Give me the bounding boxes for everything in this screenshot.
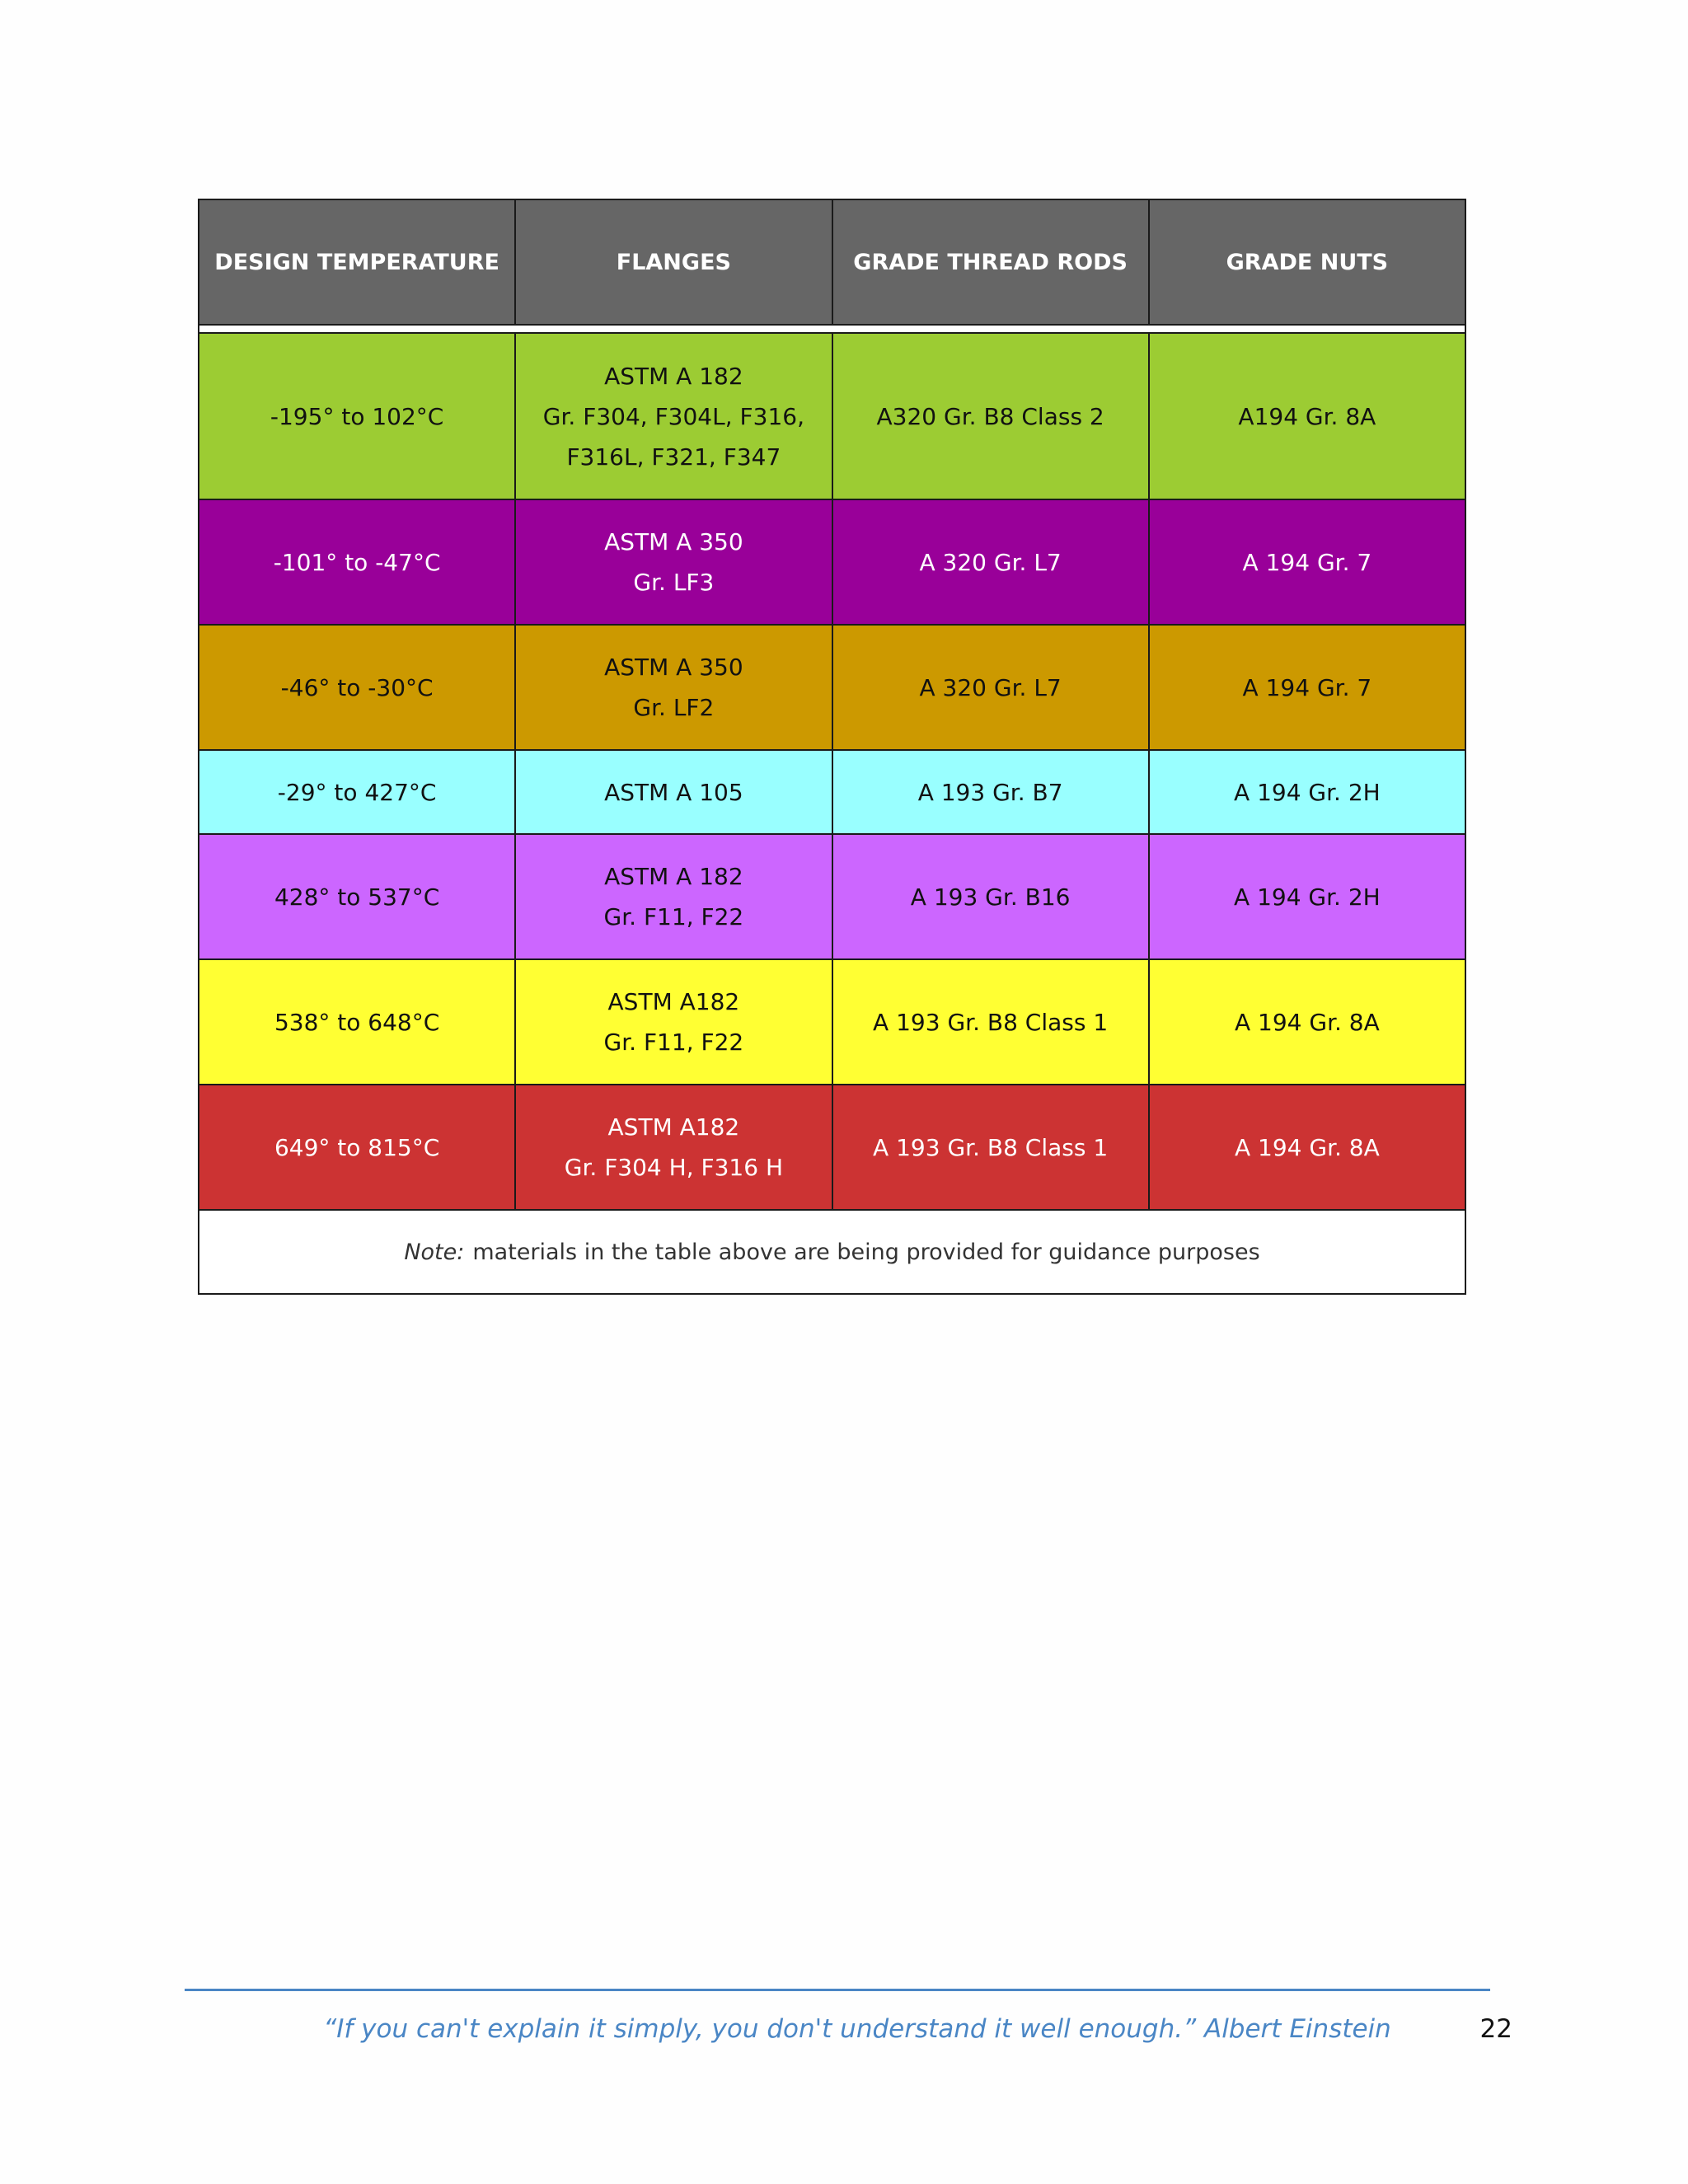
table-note xyxy=(199,1210,1465,1294)
flanges-cell xyxy=(515,499,832,625)
table-row xyxy=(199,625,1465,750)
header-grade-nuts: GRADE NUTS xyxy=(1149,199,1465,325)
table-row xyxy=(199,1085,1465,1210)
flange-spec-line: Gr. F304, F304L, F316, xyxy=(542,402,804,430)
footer-rule xyxy=(185,1989,1490,1991)
flanges-cell xyxy=(515,625,832,750)
flange-spec-line: Gr. F11, F22 xyxy=(603,1029,744,1056)
temperature-cell: 649° to 815°C xyxy=(199,1085,515,1210)
temperature-cell: 428° to 537°C xyxy=(199,834,515,959)
flange-spec-line: Gr. LF2 xyxy=(633,694,715,721)
thread-rods-cell: A320 Gr. B8 Class 2 xyxy=(832,333,1149,499)
thread-rods-cell: A 193 Gr. B16 xyxy=(832,834,1149,959)
nuts-cell: A194 Gr. 8A xyxy=(1149,333,1465,499)
temperature-cell: -101° to -47°C xyxy=(199,499,515,625)
thread-rods-cell: A 320 Gr. L7 xyxy=(832,499,1149,625)
flanges-cell xyxy=(515,959,832,1085)
flange-spec-line: ASTM A 182 xyxy=(604,362,743,390)
nuts-cell: A 194 Gr. 2H xyxy=(1149,750,1465,834)
header-design-temperature xyxy=(199,199,515,325)
flanges-cell xyxy=(515,834,832,959)
flange-spec-line: ASTM A182 xyxy=(607,1113,740,1141)
flanges-cell xyxy=(515,1085,832,1210)
flange-spec-line: ASTM A182 xyxy=(607,988,740,1015)
nuts-cell: A 194 Gr. 7 xyxy=(1149,625,1465,750)
temperature-cell: 538° to 648°C xyxy=(199,959,515,1085)
flange-spec-line: F316L, F321, F347 xyxy=(566,443,781,471)
table-row xyxy=(199,333,1465,499)
header-spacer-row xyxy=(199,325,1465,333)
nuts-cell: A 194 Gr. 8A xyxy=(1149,959,1465,1085)
flange-spec-line: Gr. F304 H, F316 H xyxy=(564,1154,783,1181)
table-row xyxy=(199,499,1465,625)
table-row xyxy=(199,750,1465,834)
flanges-cell xyxy=(515,333,832,499)
header-flanges: FLANGES xyxy=(515,199,832,325)
flange-spec-line: ASTM A 182 xyxy=(604,863,743,890)
nuts-cell: A 194 Gr. 2H xyxy=(1149,834,1465,959)
flanges-cell xyxy=(515,750,832,834)
footer-quote: “If you can't explain it simply, you don't understand it well enough.” Albert Einstein xyxy=(323,2014,1391,2044)
flange-spec-line: ASTM A 350 xyxy=(604,654,743,681)
page-number: 22 xyxy=(1479,2014,1512,2044)
temperature-cell: -29° to 427°C xyxy=(199,750,515,834)
header-grade-thread-rods: GRADE THREAD RODS xyxy=(832,199,1149,325)
header-spacer xyxy=(199,325,1465,333)
temperature-cell: -46° to -30°C xyxy=(199,625,515,750)
temperature-cell: -195° to 102°C xyxy=(199,333,515,499)
nuts-cell: A 194 Gr. 8A xyxy=(1149,1085,1465,1210)
thread-rods-cell: A 193 Gr. B8 Class 1 xyxy=(832,1085,1149,1210)
header-temp-line2: TEMPERATURE xyxy=(316,249,499,275)
table-header-row xyxy=(199,199,1465,325)
table-row xyxy=(199,959,1465,1085)
flange-spec-line: ASTM A 105 xyxy=(604,778,743,806)
flange-spec-line: Gr. LF3 xyxy=(633,569,715,596)
flange-spec-line: Gr. F11, F22 xyxy=(603,903,744,930)
table-note-row xyxy=(199,1210,1465,1294)
note-text: materials in the table above are being provided for guidance purposes xyxy=(472,1239,1260,1265)
bolting-materials-table xyxy=(198,199,1466,1295)
flange-spec-line: ASTM A 350 xyxy=(604,528,743,555)
table-row xyxy=(199,834,1465,959)
thread-rods-cell: A 320 Gr. L7 xyxy=(832,625,1149,750)
header-temp-line1: DESIGN xyxy=(214,249,310,275)
nuts-cell: A 194 Gr. 7 xyxy=(1149,499,1465,625)
thread-rods-cell: A 193 Gr. B8 Class 1 xyxy=(832,959,1149,1085)
thread-rods-cell: A 193 Gr. B7 xyxy=(832,750,1149,834)
note-label: Note: xyxy=(404,1239,465,1265)
